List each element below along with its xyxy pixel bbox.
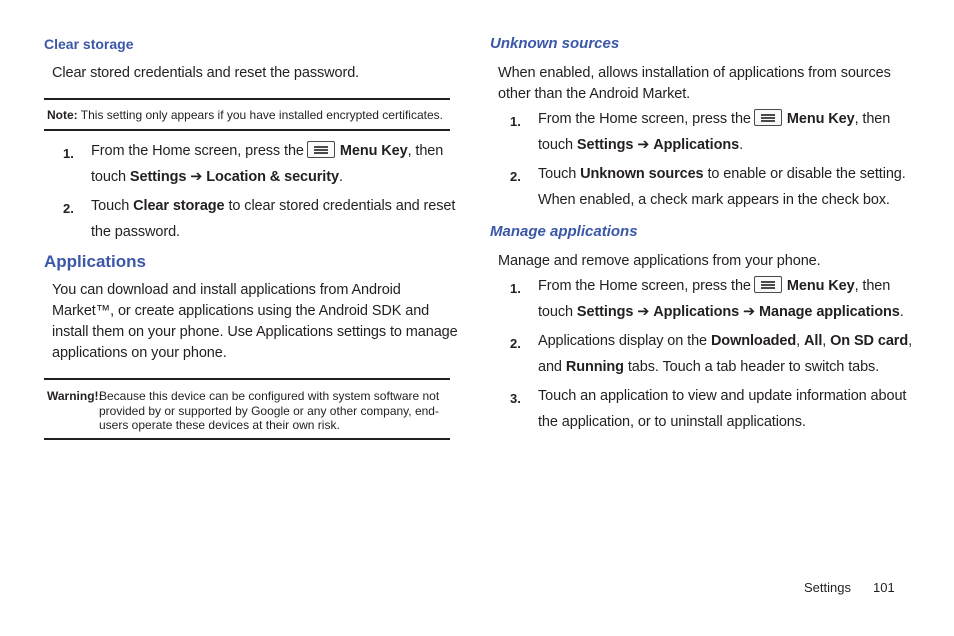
unknown-sources-heading: Unknown sources	[490, 35, 620, 52]
page-number: 101	[873, 580, 895, 595]
step-2-line-1: Touch Clear storage to clear stored credentials and reset	[91, 198, 456, 214]
step-1-line-2: touch Settings ➔ Applications ➔ Manage applications.	[538, 304, 904, 320]
clear-storage-heading: Clear storage	[44, 36, 134, 52]
step-1-line-1: From the Home screen, press the Menu Key, then	[538, 111, 891, 127]
clear-storage-desc: Clear stored credentials and reset the password.	[52, 65, 360, 81]
applications-heading: Applications	[44, 252, 147, 271]
note-box	[44, 98, 450, 131]
step-number: 2.	[510, 169, 521, 184]
step-3-line-2: the application, or to uninstall applications.	[538, 414, 806, 430]
step-2-line-2: and Running tabs. Touch a tab header to switch tabs.	[538, 359, 880, 375]
arrow-icon: ➔	[637, 304, 650, 320]
step-2-line-1: Touch Unknown sources to enable or disable the setting.	[538, 166, 906, 182]
menu-key-icon	[307, 141, 335, 158]
step-3-line-1: Touch an application to view and update information about	[538, 388, 907, 404]
manage-applications-desc: Manage and remove applications from your phone.	[498, 253, 821, 269]
manage-applications-heading: Manage applications	[490, 223, 638, 240]
step-number: 1.	[510, 281, 521, 296]
footer-section-label: Settings	[804, 580, 851, 595]
warning-box	[44, 378, 450, 440]
step-2-line-1: Applications display on the Downloaded, All, On SD card,	[538, 333, 913, 349]
step-number: 1.	[63, 146, 74, 161]
step-1-line-1: From the Home screen, press the Menu Key, then	[91, 143, 444, 159]
note-text: This setting only appears if you have installed encrypted certificates.	[80, 108, 443, 122]
arrow-icon: ➔	[190, 169, 203, 185]
arrow-icon: ➔	[637, 137, 650, 153]
step-1-line-2: touch Settings ➔ Applications.	[538, 137, 744, 153]
warning-label: Warning!:	[47, 389, 103, 403]
note-label: Note:	[47, 108, 78, 122]
menu-key-icon	[754, 276, 782, 293]
step-number: 1.	[510, 114, 521, 129]
step-2-line-2: the password.	[91, 224, 180, 240]
step-2-line-2: When enabled, a check mark appears in the check box.	[538, 192, 890, 208]
applications-description: You can download and install applications from Android Market™, or create applications using the Android SDK and install them on your phone. Use Applications settings to manage applications on your phone.	[52, 282, 458, 361]
step-number: 2.	[510, 336, 521, 351]
step-1-line-1: From the Home screen, press the Menu Key, then	[538, 278, 891, 294]
step-number: 2.	[63, 201, 74, 216]
unknown-sources-desc: When enabled, allows installation of applications from sources other than the Android Market.	[498, 65, 891, 102]
menu-key-icon	[754, 109, 782, 126]
step-1-line-2: touch Settings ➔ Location & security.	[91, 169, 343, 185]
warning-text: Because this device can be configured with system software not provided by or supported by Google or any other company, end- users operate these devices at their own risk.	[99, 389, 440, 432]
arrow-icon: ➔	[743, 304, 756, 320]
step-number: 3.	[510, 391, 521, 406]
